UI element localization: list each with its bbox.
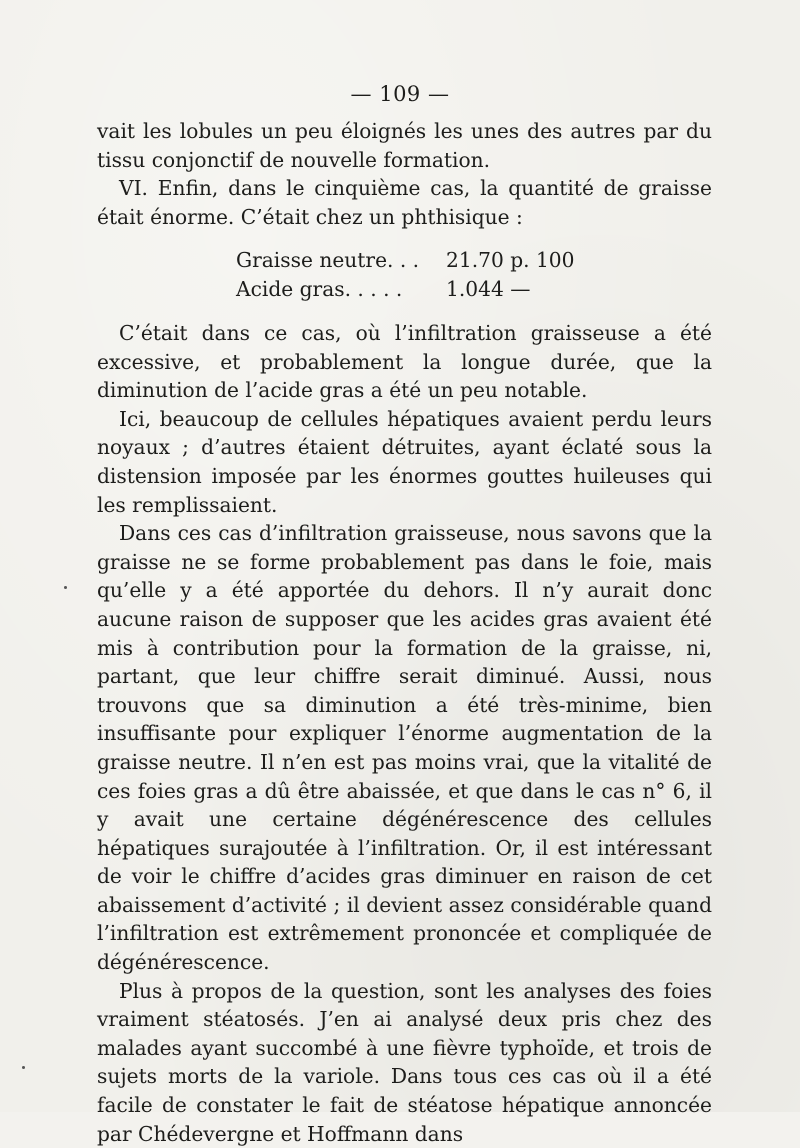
paragraph: Plus à propos de la question, sont les analyses des foies vraiment stéatosés. J’en ai analysé deux pris chez des malades ayant succombé à une fièvre typhoïde, et trois de sujets morts de la variole. Dans tous ces cas où il a été facile de constater le fait de stéatose hépatique annoncée par Chédevergne et Hoffmann dans [97,978,712,1146]
row-value: 21.70 p. 100 [446,248,575,272]
paragraph: vait les lobules un peu éloignés les unes des autres par du tissu conjonctif de nouvelle formation. [97,119,712,172]
row-value: 1.044 — [446,276,531,301]
table-row [236,275,575,304]
paragraph: Ici, beaucoup de cellules hépatiques avaient perdu leurs noyaux ; d’autres étaient détruites, ayant éclaté sous la distension imposée par les énormes gouttes huileuses qui les remplissaient. [97,406,712,517]
paper-speck [22,1066,25,1069]
paragraph: VI. Enfin, dans le cinquième cas, la quantité de graisse était énorme. C’était chez un phthisique : [97,176,712,229]
analysis-table [236,246,575,303]
page-number: — 109 — [350,82,450,106]
text-block-bottom [97,319,712,1148]
paper-speck [64,586,67,589]
row-label: Acide gras. . . . . [236,276,403,301]
paragraph: C’était dans ce cas, où l’infiltration graisseuse a été excessive, et probablement la longue durée, que la diminution de l’acide gras a été un peu notable. [97,321,712,403]
row-label: Graisse neutre. . . [236,248,420,272]
text-block-top [97,117,712,231]
paragraph: Dans ces cas d’infiltration graisseuse, nous savons que la graisse ne se forme probablement pas dans le foie, mais qu’elle y a été apportée du dehors. Il n’y aurait donc aucune raison de supposer que les acides gras avaient été mis à contribution pour la formation de la graisse, ni, partant, que leur chiffre serait diminué. Aussi, nous trouvons que sa diminution a été très-minime, bien insuffisante pour expliquer l’énorme augmentation de la graisse neutre. Il n’en est pas moins vrai, que la vitalité de ces foies gras a dû être abaissée, et que dans le cas n° 6, il y avait une certaine dégénérescence des cellules hépatiques surajoutée à l’infiltration. Or, il est intéressant de voir le chiffre d’acides gras diminuer en raison de cet abaissement d’activité ; il devient assez considérable quand l’infiltration est extrêmement prononcée et compliquée de dégénérescence. [97,521,712,975]
table-row [236,246,575,275]
